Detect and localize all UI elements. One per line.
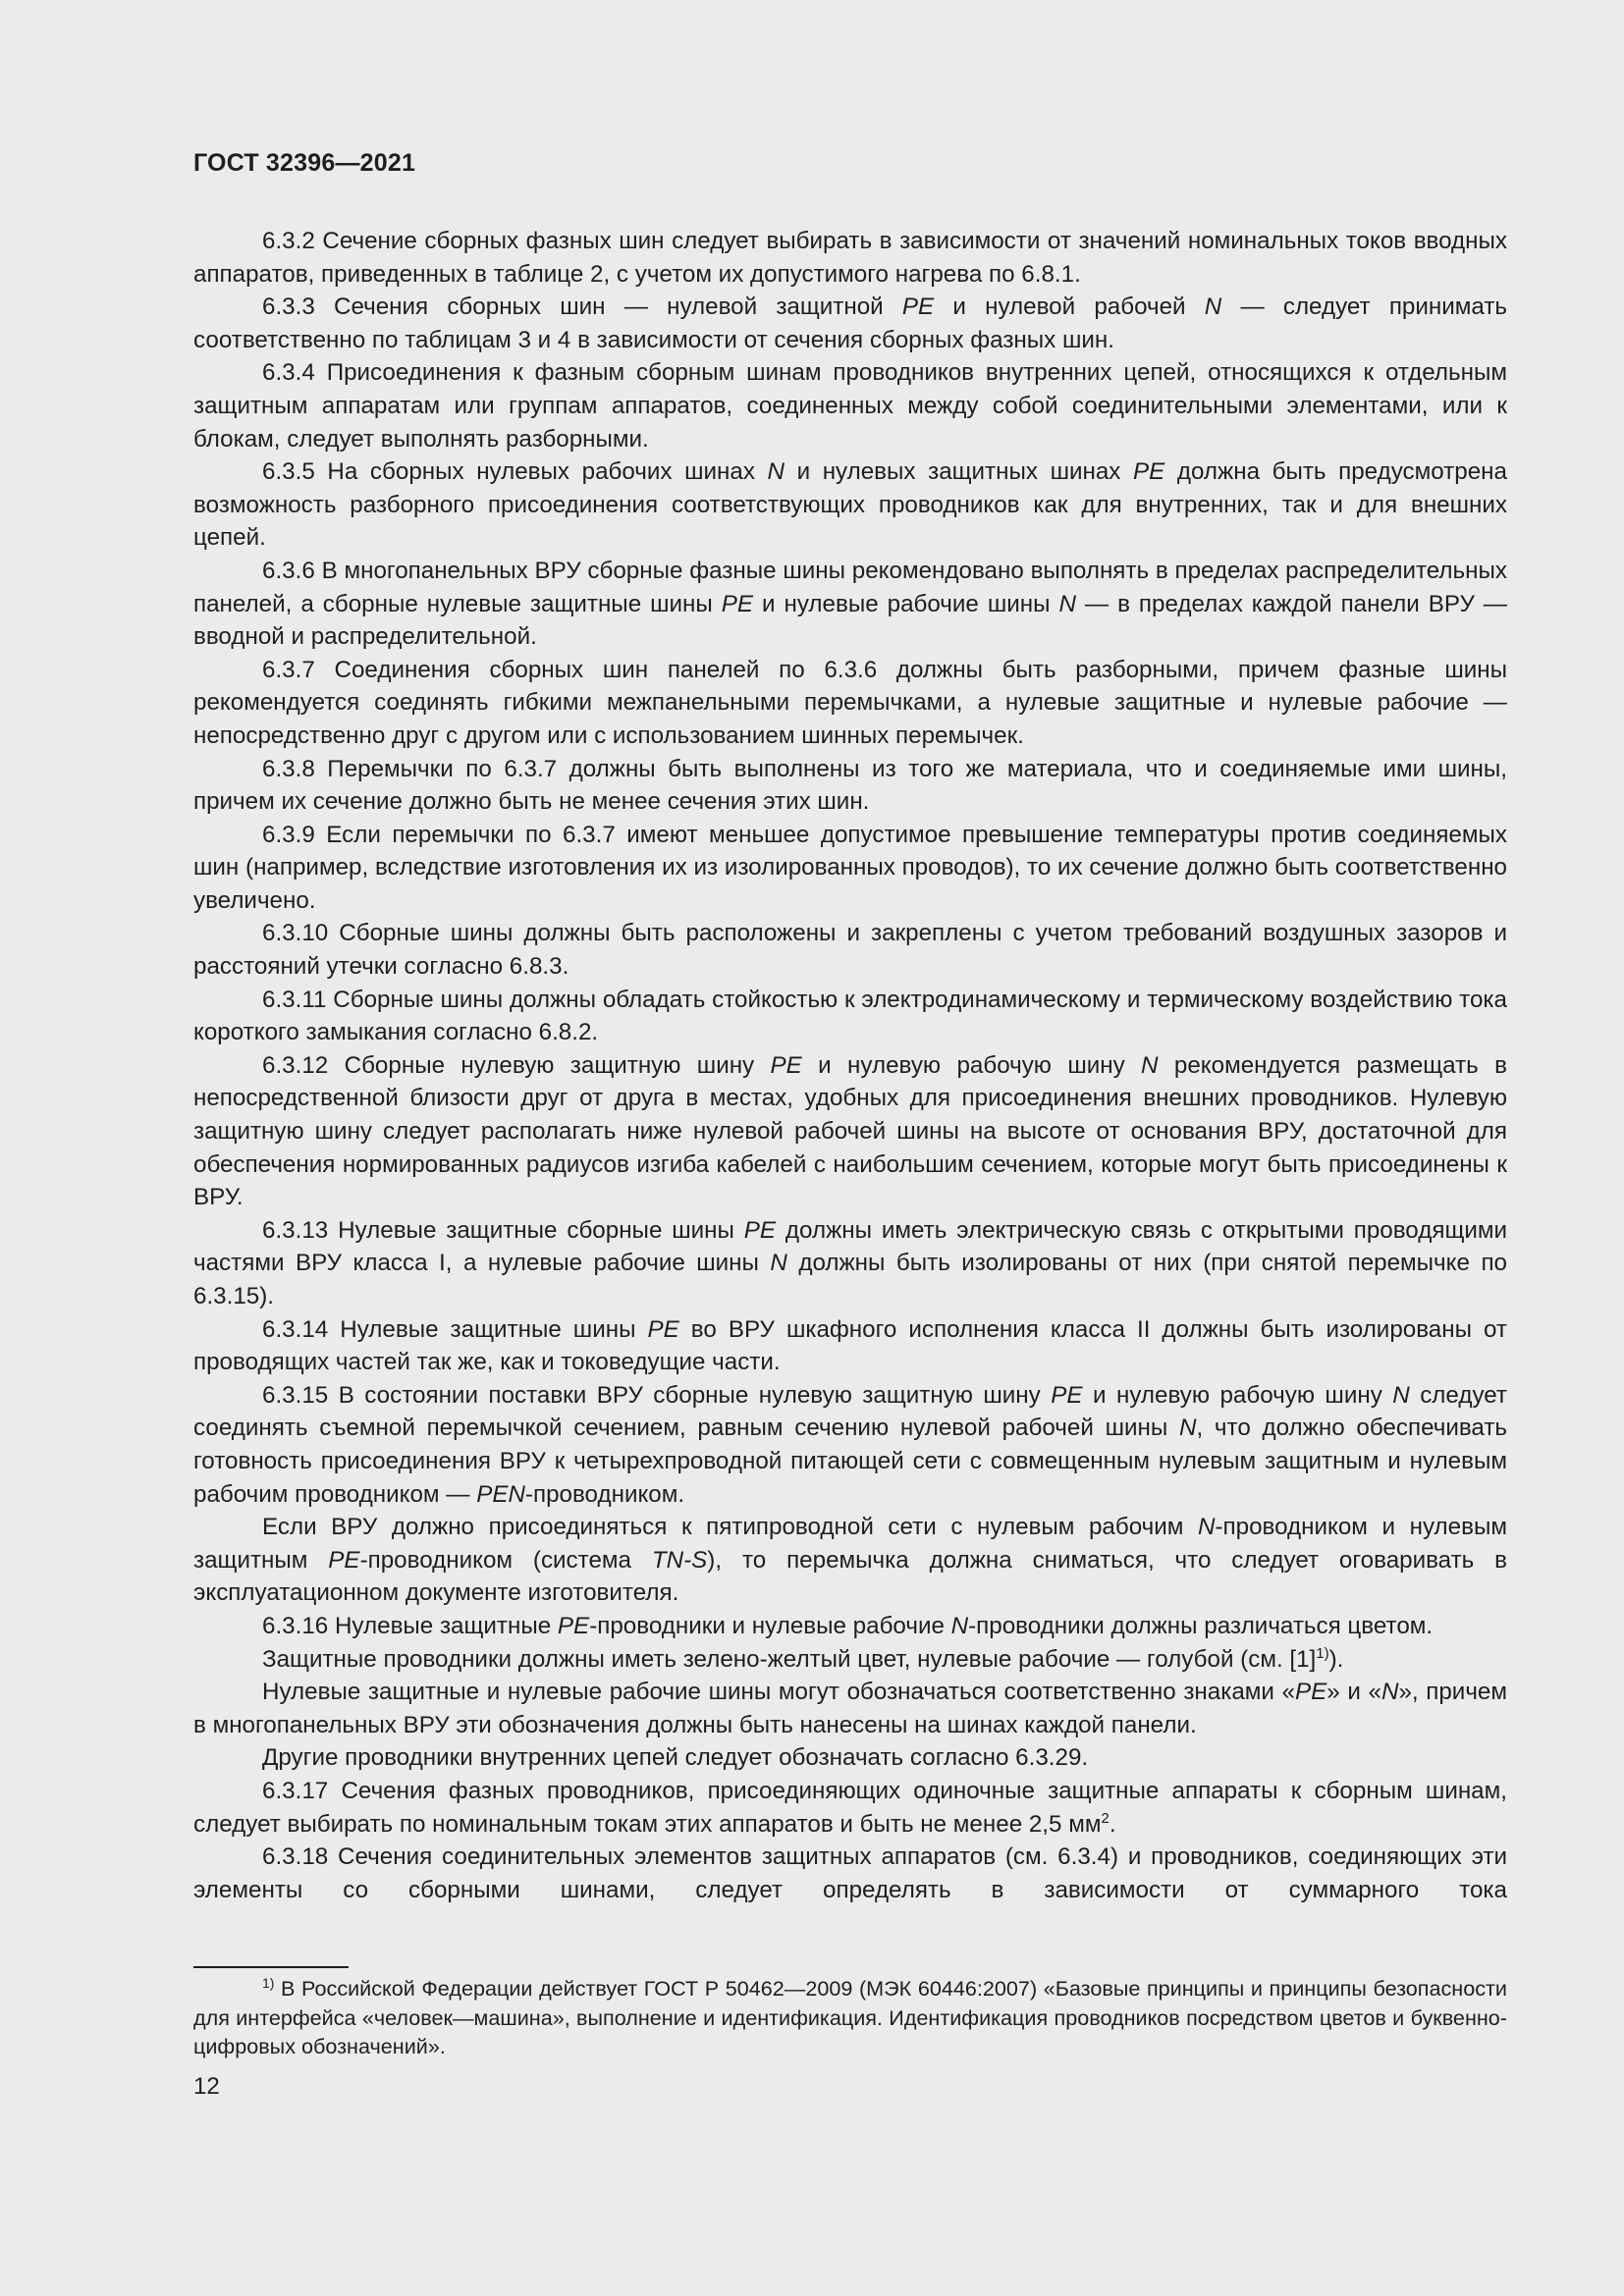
paragraph-markings: Нулевые защитные и нулевые рабочие шины могут обозначаться соответственно знаками «PE» и «N», причем в многопанельных ВРУ эти обозначения должны быть нанесены на шинах каждой панели. <box>193 1679 1508 1738</box>
document-body <box>193 225 1507 1906</box>
paragraph-6-3-16: 6.3.16 Нулевые защитные PE-проводники и нулевые рабочие N-проводники должны различаться цветом. <box>262 1612 1434 1639</box>
paragraph-6-3-2: 6.3.2 Сечение сборных фазных шин следует выбирать в зависимости от значений номинальных токов вводных аппаратов, приведенных в таблице 2, с учетом их допустимого нагрева по 6.8.1. <box>193 228 1507 288</box>
footnote-divider <box>193 1966 349 1968</box>
paragraph-6-3-18: 6.3.18 Сечения соединительных элементов защитных аппаратов (см. 6.3.4) и проводников, соединяющих эти элементы со сборными шинами, следует определять в зависимости от суммарного тока <box>193 1843 1507 1903</box>
footnote-marker: 1) <box>262 1975 275 1991</box>
paragraph-6-3-6: 6.3.6 В многопанельных ВРУ сборные фазные шины рекомендовано выполнять в пределах распределительных панелей, а сборные нулевые защитные шины PE и нулевые рабочие шины N — в пределах каждой панели ВРУ — вводной и распределительной. <box>193 557 1507 651</box>
paragraph-6-3-10: 6.3.10 Сборные шины должны быть расположены и закреплены с учетом требований воздушных зазоров и расстояний утечки согласно 6.8.3. <box>193 920 1507 981</box>
paragraph-6-3-3: 6.3.3 Сечения сборных шин — нулевой защитной PE и нулевой рабочей N — следует принимать соответственно по таблицам 3 и 4 в зависимости от сечения сборных фазных шин. <box>193 294 1507 353</box>
paragraph-6-3-5: 6.3.5 На сборных нулевых рабочих шинах N и нулевых защитных шинах PE должна быть предусмотрена возможность разборного присоединения соответствующих проводников как для внутренних, так и для внешних цепей. <box>193 458 1507 552</box>
paragraph-6-3-7: 6.3.7 Соединения сборных шин панелей по 6.3.6 должны быть разборными, причем фазные шины рекомендуется соединять гибкими межпанельными перемычками, а нулевые защитные и нулевые рабочие — непосредственно друг с другом или с использованием шинных перемычек. <box>193 656 1507 749</box>
paragraph-6-3-17: 6.3.17 Сечения фазных проводников, присоединяющих одиночные защитные аппараты к сборным шинам, следует выбирать по номинальным токам этих аппаратов и быть не менее 2,5 $мм^2$. <box>193 1777 1507 1838</box>
paragraph-colors: Защитные проводники должны иметь зелено-желтый цвет, нулевые рабочие — голубой (см. $[1]^{1)}$). <box>262 1644 1344 1673</box>
footnote-text: В Российской Федерации действует ГОСТ Р 50462—2009 (МЭК 60446:2007) «Базовые принципы и принципы безопасности для интерфейса «человек—машина», выполнение и идентификация. Идентификация проводников посредством цветов и буквенно-цифровых обозначений». <box>193 1976 1507 2058</box>
paragraph-6-3-15: 6.3.15 В состоянии поставки ВРУ сборные нулевую защитную шину PE и нулевую рабочую шину N следует соединять съемной перемычкой сечением, равным сечению нулевой рабочей шины N, что должно обеспечивать готовность присоединения ВРУ к четырехпроводной питающей сети с совмещенным нулевым защитным и нулевым рабочим проводником — PEN-проводником. <box>193 1381 1508 1508</box>
paragraph-6-3-14: 6.3.14 Нулевые защитные шины PE во ВРУ шкафного исполнения класса II должны быть изолированы от проводящих частей так же, как и токоведущие части. <box>193 1315 1508 1376</box>
paragraph-6-3-8: 6.3.8 Перемычки по 6.3.7 должны быть выполнены из того же материала, что и соединяемые ими шины, причем их сечение должно быть не менее сечения этих шин. <box>193 755 1507 816</box>
paragraph-6-3-12: 6.3.12 Сборные нулевую защитную шину PE и нулевую рабочую шину N рекомендуется размещать в непосредственной близости друг от друга в местах, удобных для присоединения внешних проводников. Нулевую защитную шину следует располагать ниже нулевой рабочей шины на высоте от основания ВРУ, достаточной для обеспечения нормированных радиусов изгиба кабелей с наибольшим сечением, которые могут быть присоединены к ВРУ. <box>193 1051 1507 1211</box>
paragraph-6-3-13: 6.3.13 Нулевые защитные сборные шины PE должны иметь электрическую связь с открытыми проводящими частями ВРУ класса I, а нулевые рабочие шины N должны быть изолированы от них (при снятой перемычке по 6.3.15). <box>193 1216 1507 1309</box>
page-number: 12 <box>193 2073 220 2100</box>
paragraph-5-wire-note: Если ВРУ должно присоединяться к пятипроводной сети с нулевым рабочим N-проводником и нулевым защитным PE-проводником (система TN-S), то перемычка должна сниматься, что следует оговаривать в эксплуатационном документе изготовителя. <box>193 1514 1507 1607</box>
paragraph-other-conductors: Другие проводники внутренних цепей следует обозначать согласно 6.3.29. <box>262 1744 1089 1772</box>
document-header: ГОСТ 32396—2021 <box>193 149 416 177</box>
footnote <box>193 1974 1507 2061</box>
paragraph-6-3-11: 6.3.11 Сборные шины должны обладать стойкостью к электродинамическому и термическому воздействию тока короткого замыкания согласно 6.8.2. <box>193 986 1507 1046</box>
paragraph-6-3-4: 6.3.4 Присоединения к фазным сборным шинам проводников внутренних цепей, относящихся к отдельным защитным аппаратам или группам аппаратов, соединенных между собой соединительными элементами, или к блокам, следует выполнять разборными. <box>193 359 1507 453</box>
paragraph-6-3-9: 6.3.9 Если перемычки по 6.3.7 имеют меньшее допустимое превышение температуры против соединяемых шин (например, вследствие изготовления их из изолированных проводов), то их сечение должно быть соответственно увеличено. <box>193 821 1507 914</box>
footnote-ref: 1) <box>1316 1644 1329 1662</box>
